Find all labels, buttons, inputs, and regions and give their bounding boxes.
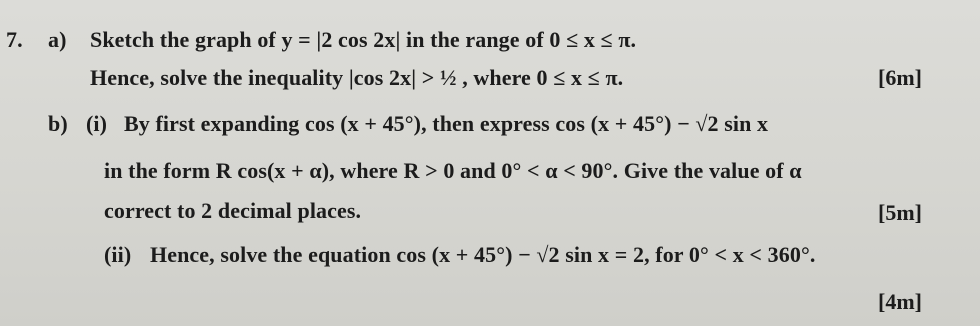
- part-b-i-label: (i): [86, 111, 108, 136]
- part-b-i-line-1: By first expanding cos (x + 45°), then express cos (x + 45°) − √2 sin x: [124, 111, 769, 136]
- part-a-line-1: Sketch the graph of y = |2 cos 2x| in the range of 0 ≤ x ≤ π.: [90, 27, 637, 52]
- part-b-ii-label: (ii): [104, 242, 132, 267]
- part-b-label: b): [48, 111, 68, 136]
- question-number: 7.: [6, 27, 23, 52]
- part-a-line-2: Hence, solve the inequality |cos 2x| > ½ , where 0 ≤ x ≤ π.: [90, 65, 624, 90]
- part-b-i-line-3: correct to 2 decimal places.: [104, 198, 362, 223]
- part-a-marks: [6m]: [878, 65, 922, 90]
- part-a-label: a): [48, 27, 67, 52]
- part-b-ii-line-1: Hence, solve the equation cos (x + 45°) − √2 sin x = 2, for 0° < x < 360°.: [150, 242, 816, 267]
- part-b-i-line-2: in the form R cos(x + α), where R > 0 and 0° < α < 90°. Give the value of α: [104, 158, 802, 183]
- part-b-i-marks: [5m]: [878, 200, 922, 225]
- part-b-ii-marks: [4m]: [878, 289, 922, 314]
